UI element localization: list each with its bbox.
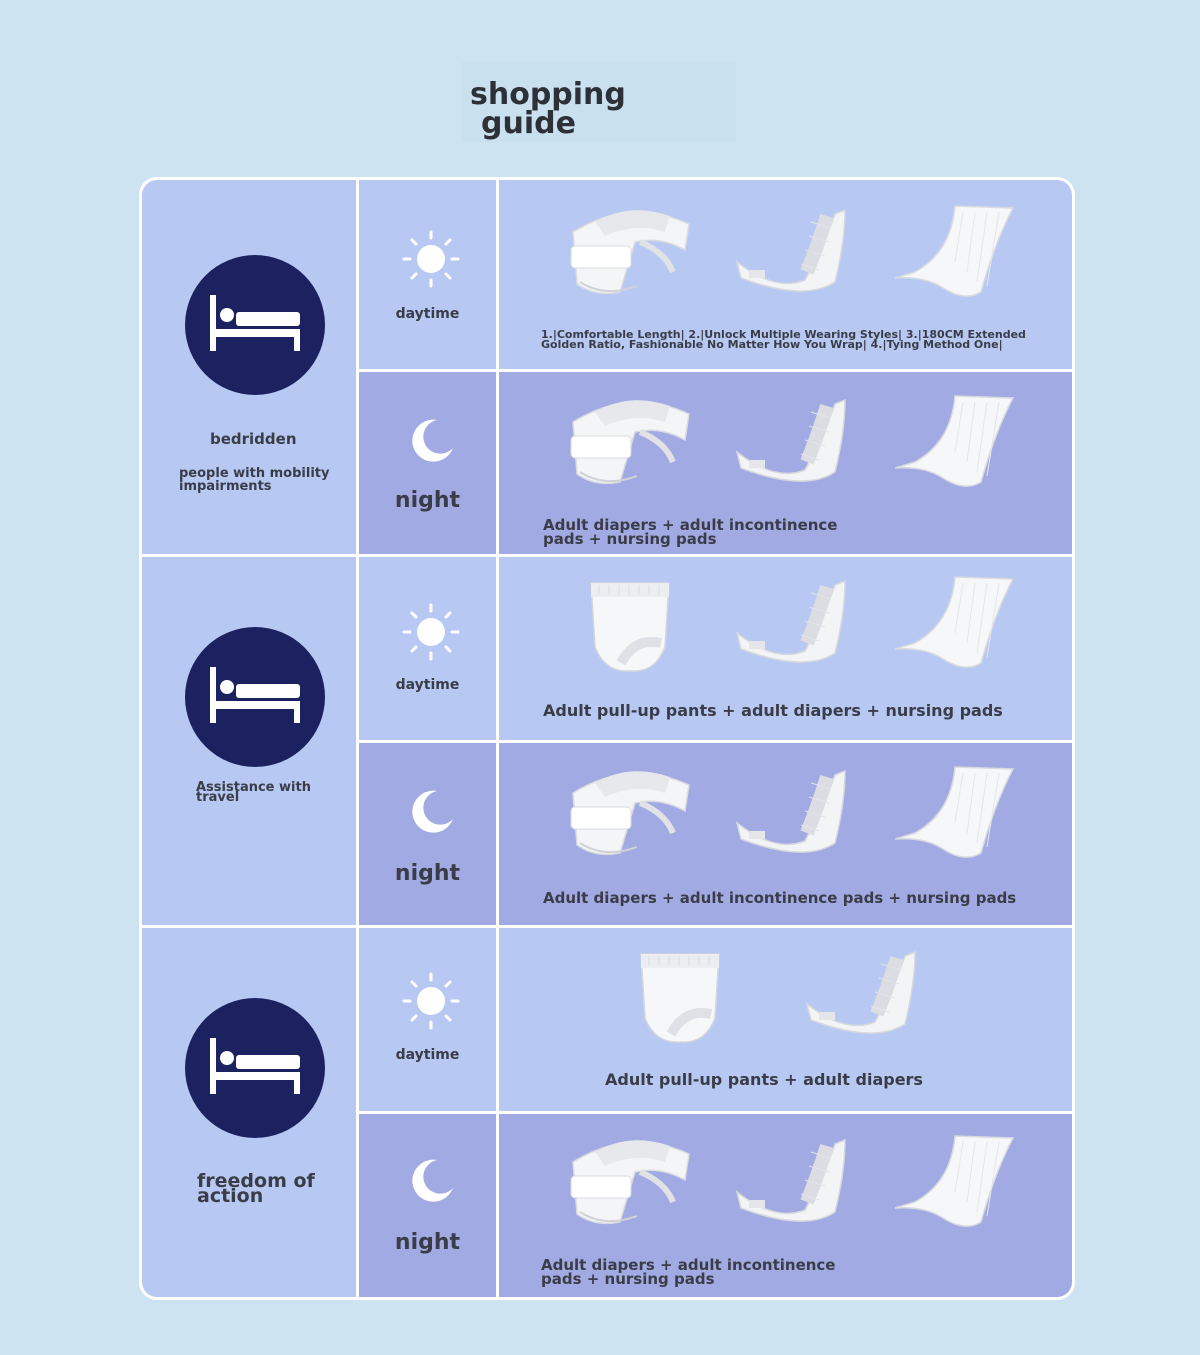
sun-icon bbox=[401, 229, 461, 289]
products-row bbox=[499, 557, 1075, 740]
category-assistance-with-travel bbox=[142, 557, 356, 925]
nursing-pad-icon bbox=[895, 392, 1015, 492]
page-title bbox=[470, 77, 626, 141]
moon-icon bbox=[407, 416, 457, 466]
category-badge bbox=[185, 998, 325, 1138]
category-badge bbox=[185, 627, 325, 767]
product-caption: Adult diapers + adult incontinence pads + nursing pads bbox=[543, 889, 1017, 907]
products-row bbox=[499, 928, 1075, 1111]
time-daytime bbox=[359, 180, 496, 369]
category-label: Assistance with travel bbox=[196, 780, 311, 805]
bed-icon bbox=[210, 667, 300, 723]
product-caption: 1.|Comfortable Length| 2.|Unlock Multiple Wearing Styles| 3.|180CM Extended Golden Ratio, Fashionable No Matter How You Wrap| 4.|Tying Method One| bbox=[541, 328, 1026, 351]
moon-icon bbox=[407, 787, 457, 837]
incontinence-pad-icon bbox=[735, 202, 855, 302]
bed-icon bbox=[210, 1038, 300, 1094]
products-row bbox=[499, 180, 1075, 369]
time-label: daytime bbox=[395, 677, 460, 693]
time-label: night bbox=[394, 488, 461, 513]
time-daytime bbox=[359, 928, 496, 1111]
adult-diaper-icon bbox=[565, 202, 695, 302]
products-row bbox=[499, 743, 1075, 925]
category-sublabel: people with mobility impairments bbox=[179, 466, 330, 494]
products-row bbox=[499, 372, 1075, 554]
time-night bbox=[359, 1114, 496, 1300]
sun-icon bbox=[401, 971, 461, 1031]
category-label: freedom of action bbox=[197, 1170, 315, 1207]
adult-diaper-icon bbox=[565, 763, 695, 863]
shopping-guide-table bbox=[139, 177, 1075, 1300]
adult-diaper-icon bbox=[565, 1132, 695, 1232]
category-bedridden bbox=[142, 180, 356, 554]
category-badge bbox=[185, 255, 325, 395]
product-caption: Adult pull-up pants + adult diapers bbox=[605, 1070, 923, 1089]
adult-diaper-icon bbox=[565, 392, 695, 492]
category-freedom-of-action bbox=[142, 928, 356, 1300]
incontinence-pad-icon bbox=[805, 944, 925, 1044]
time-daytime bbox=[359, 557, 496, 740]
time-night bbox=[359, 743, 496, 925]
incontinence-pad-icon bbox=[735, 392, 855, 492]
time-label: night bbox=[394, 861, 461, 886]
incontinence-pad-icon bbox=[735, 763, 855, 863]
incontinence-pad-icon bbox=[735, 573, 855, 673]
category-label: bedridden bbox=[210, 430, 297, 448]
nursing-pad-icon bbox=[895, 1132, 1015, 1232]
bed-icon bbox=[210, 295, 300, 351]
products-row bbox=[499, 1114, 1075, 1300]
product-caption: Adult diapers + adult incontinence pads + nursing pads bbox=[543, 516, 838, 548]
nursing-pad-icon bbox=[895, 763, 1015, 863]
nursing-pad-icon bbox=[895, 573, 1015, 673]
time-label: daytime bbox=[395, 306, 460, 322]
pull-up-pants-icon bbox=[635, 948, 725, 1048]
time-label: daytime bbox=[395, 1047, 460, 1063]
product-caption: Adult diapers + adult incontinence pads + nursing pads bbox=[541, 1256, 836, 1288]
moon-icon bbox=[407, 1156, 457, 1206]
time-night bbox=[359, 372, 496, 554]
time-label: night bbox=[394, 1230, 461, 1255]
title-line-2: guide bbox=[481, 106, 576, 141]
title-line-1: shopping bbox=[470, 77, 626, 112]
product-caption: Adult pull-up pants + adult diapers + nursing pads bbox=[543, 701, 1003, 720]
pull-up-pants-icon bbox=[585, 577, 675, 677]
nursing-pad-icon bbox=[895, 202, 1015, 302]
incontinence-pad-icon bbox=[735, 1132, 855, 1232]
sun-icon bbox=[401, 602, 461, 662]
